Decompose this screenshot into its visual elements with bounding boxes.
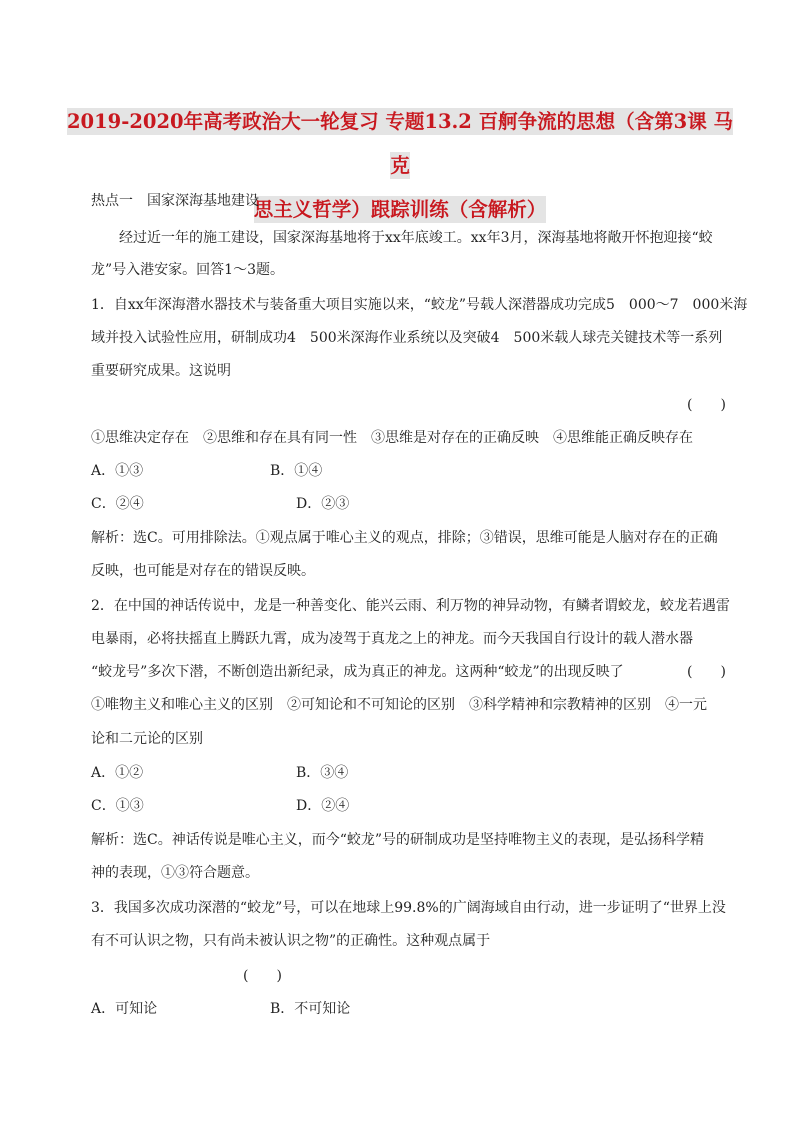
- q3-answer-paren: ( ): [243, 968, 282, 984]
- q2-choice-d: D．②④: [296, 798, 350, 814]
- q1-analysis-1: 解析：选C。可用排除法。①观点属于唯心主义的观点，排除；③错误，思维可能是人脑对存在的正确: [91, 530, 718, 546]
- q3-line-1: 3．我国多次成功深潜的“蛟龙”号，可以在地球上99.8%的广阔海域自由行动，进一步证明了“世界上没: [91, 900, 726, 916]
- q2-options-2: 论和二元论的区别: [91, 731, 203, 747]
- q1-choice-a: A．①③: [91, 463, 144, 479]
- document-title: [60, 100, 740, 232]
- q1-options: ①思维决定存在 ②思维和存在具有同一性 ③思维是对存在的正确反映 ④思维能正确反映存在: [91, 430, 693, 446]
- q1-choice-c: C．②④: [91, 496, 144, 512]
- q2-analysis-2: 神的表现，①③符合题意。: [91, 865, 259, 881]
- intro-line-2: 龙”号入港安家。回答1～3题。: [91, 262, 284, 278]
- title-line-1: 2019-2020年高考政治大一轮复习 专题13.2 百舸争流的思想（含第3课 马克: [66, 110, 734, 177]
- q3-choice-b: B．不可知论: [270, 1001, 351, 1017]
- q2-line-2: 电暴雨，必将扶摇直上腾跃九霄，成为凌驾于真龙之上的神龙。而今天我国自行设计的载人潜水器: [91, 631, 693, 647]
- q1-analysis-2: 反映，也可能是对存在的错误反映。: [91, 563, 315, 579]
- q3-choice-a: A．可知论: [91, 1001, 158, 1017]
- section-heading: 热点一 国家深海基地建设: [91, 193, 259, 209]
- q1-choice-b: B．①④: [270, 463, 323, 479]
- q2-choice-c: C．①③: [91, 798, 144, 814]
- q3-line-2: 有不可认识之物，只有尚未被认识之物”的正确性。这种观点属于: [91, 933, 491, 949]
- q1-line-2: 域并投入试验性应用，研制成功4 500米深海作业系统以及突破4 500米载人球壳关键技术等一系列: [91, 330, 723, 346]
- q2-answer-paren: ( ): [687, 664, 726, 680]
- q2-analysis-1: 解析：选C。神话传说是唯心主义，而今“蛟龙”号的研制成功是坚持唯物主义的表现，是弘扬科学精: [91, 832, 705, 848]
- q2-line-3: “蛟龙号”多次下潜，不断创造出新纪录，成为真正的神龙。这两种“蛟龙”的出现反映了: [91, 664, 624, 680]
- q2-line-1: 2．在中国的神话传说中，龙是一种善变化、能兴云雨、利万物的神异动物，有鳞者谓蛟龙，蛟龙若遇雷: [91, 598, 730, 614]
- q2-choice-b: B．③④: [296, 765, 349, 781]
- intro-line-1: 经过近一年的施工建设，国家深海基地将于xx年底竣工。xx年3月，深海基地将敞开怀抱迎接“蛟: [119, 230, 713, 246]
- q2-choice-a: A．①②: [91, 765, 144, 781]
- q2-options-1: ①唯物主义和唯心主义的区别 ②可知论和不可知论的区别 ③科学精神和宗教精神的区别 ④一元: [91, 697, 707, 713]
- q1-line-3: 重要研究成果。这说明: [91, 363, 231, 379]
- q1-answer-paren: ( ): [687, 397, 726, 413]
- title-line-2: 思主义哲学）跟踪训练（含解析）: [253, 198, 547, 221]
- q1-line-1: 1．自xx年深海潜水器技术与装备重大项目实施以来，“蛟龙”号载人深潜器成功完成5 000～7 000米海: [91, 297, 748, 313]
- q1-choice-d: D．②③: [296, 496, 350, 512]
